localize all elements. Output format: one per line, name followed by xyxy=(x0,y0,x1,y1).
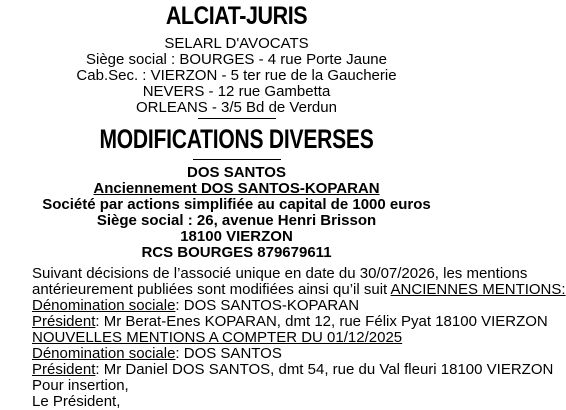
intro-line-1: Suivant décisions de l’associé unique en date du 30/07/2026, les mentions xyxy=(32,265,528,282)
former-name: Anciennement DOS SANTOS-KOPARAN xyxy=(93,180,380,197)
registered-city: 18100 VIERZON xyxy=(180,228,293,245)
firm-office-orleans: ORLEANS - 3/5 Bd de Verdun xyxy=(136,99,337,116)
firm-name: ALCIAT-JURIS xyxy=(165,2,308,30)
new-denomination: Dénomination sociale: DOS SANTOS xyxy=(32,345,282,362)
title-divider xyxy=(193,159,281,160)
header-divider xyxy=(198,118,276,119)
closing-signature: Le Président, xyxy=(32,393,121,410)
registered-office: Siège social : 26, avenue Henri Brisson xyxy=(96,212,377,229)
intro-line-2: antérieurement publiées sont modifiées ainsi qu’il suit ANCIENNES MENTIONS: xyxy=(32,281,566,298)
notice-title: MODIFICATIONS DIVERSES xyxy=(99,124,374,154)
new-mentions-heading: NOUVELLES MENTIONS A COMPTER DU 01/12/2025 xyxy=(32,329,403,346)
old-denomination: Dénomination sociale: DOS SANTOS-KOPARAN xyxy=(32,297,360,314)
firm-secondary-office: Cab.Sec. : VIERZON - 5 ter rue de la Gaucherie xyxy=(76,67,397,84)
rcs-number: RCS BOURGES 879679611 xyxy=(141,244,332,261)
closing-insertion: Pour insertion, xyxy=(32,377,129,394)
firm-head-office: Siège social : BOURGES - 4 rue Porte Jaune xyxy=(86,51,387,68)
firm-office-nevers: NEVERS - 12 rue Gambetta xyxy=(142,83,331,100)
firm-type: SELARL D'AVOCATS xyxy=(164,35,309,52)
company-form: Société par actions simplifiée au capital de 1000 euros xyxy=(42,196,431,213)
old-mentions-heading: ANCIENNES MENTIONS: xyxy=(390,281,566,298)
new-president: Président: Mr Daniel DOS SANTOS, dmt 54, rue du Val fleuri 18100 VIERZON xyxy=(32,361,554,378)
old-president: Président: Mr Berat-Enes KOPARAN, dmt 12, rue Félix Pyat 18100 VIERZON xyxy=(32,313,548,330)
company-name: DOS SANTOS xyxy=(187,164,286,181)
